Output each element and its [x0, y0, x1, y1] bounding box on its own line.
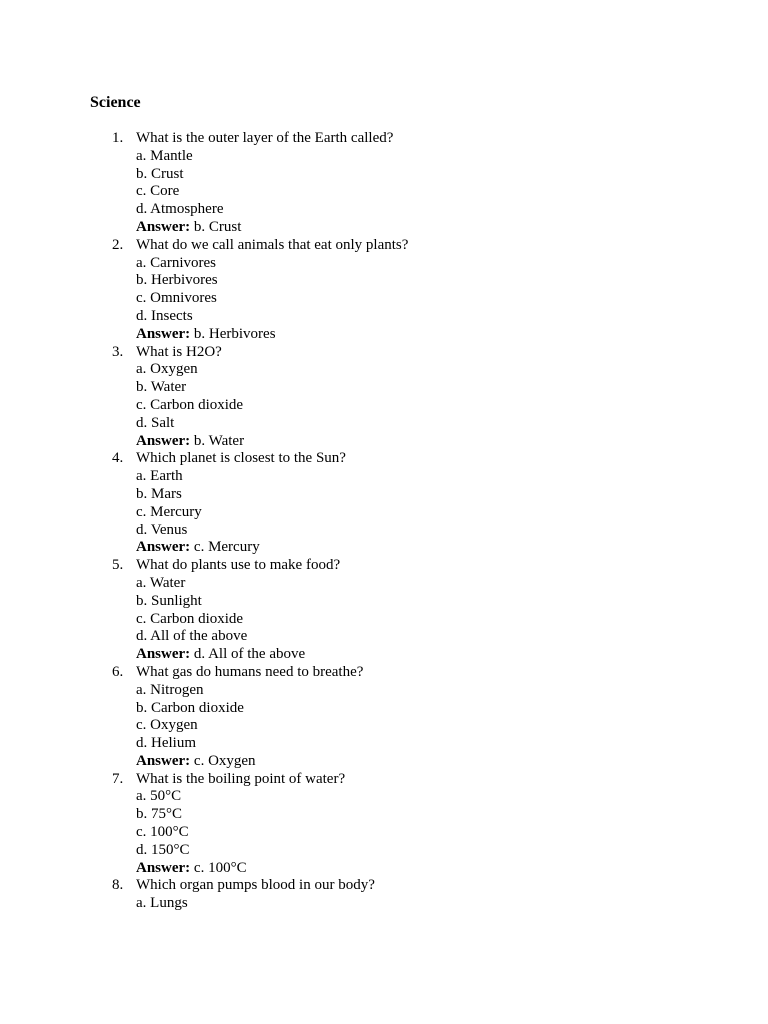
answer-label: Answer:	[136, 539, 191, 556]
question-item	[0, 344, 768, 451]
option-b: b. Carbon dioxide	[136, 699, 244, 716]
option-a: a. Water	[136, 574, 186, 591]
answer-value: c. 100°C	[193, 859, 247, 876]
option-d: d. 150°C	[136, 841, 190, 858]
option-d: d. Atmosphere	[136, 201, 224, 218]
option-c: c. 100°C	[136, 824, 189, 841]
option-b: b. Water	[136, 379, 187, 396]
question-number: 3.	[112, 343, 124, 360]
question-item	[0, 664, 768, 771]
option-b: b. Crust	[136, 165, 184, 182]
answer-label: Answer:	[136, 218, 191, 235]
answer-line	[136, 219, 768, 237]
answer-label: Answer:	[136, 325, 191, 342]
answer-label: Answer:	[136, 859, 191, 876]
question-item	[0, 771, 768, 878]
option-a: a. Oxygen	[136, 361, 198, 378]
question-number: 2.	[112, 236, 124, 253]
question-text: What do plants use to make food?	[136, 557, 341, 574]
answer-value: c. Mercury	[193, 539, 260, 556]
answer-line	[136, 433, 768, 451]
page-heading: Science	[90, 94, 141, 111]
answer-line	[136, 326, 768, 344]
option-b: b. Sunlight	[136, 592, 202, 609]
option-b: b. 75°C	[136, 806, 183, 823]
answer-label: Answer:	[136, 646, 191, 663]
option-d: d. Helium	[136, 735, 196, 752]
option-a: a. Carnivores	[136, 254, 216, 271]
question-number: 5.	[112, 557, 124, 574]
option-c: c. Carbon dioxide	[136, 610, 244, 627]
answer-value: d. All of the above	[193, 646, 306, 663]
option-d: d. Venus	[136, 521, 188, 538]
question-item	[0, 877, 768, 913]
option-a: a. Nitrogen	[136, 681, 204, 698]
question-number: 7.	[112, 770, 124, 787]
question-text: Which organ pumps blood in our body?	[136, 877, 375, 894]
answer-label: Answer:	[136, 432, 191, 449]
question-item	[0, 450, 768, 557]
answer-line	[136, 646, 768, 664]
option-b: b. Mars	[136, 485, 182, 502]
option-d: d. Salt	[136, 414, 175, 431]
answer-line	[136, 753, 768, 771]
question-number: 8.	[112, 877, 124, 894]
question-text: What gas do humans need to breathe?	[136, 663, 364, 680]
option-c: c. Oxygen	[136, 717, 198, 734]
question-text: What is the outer layer of the Earth called?	[136, 130, 394, 146]
option-c: c. Omnivores	[136, 290, 217, 307]
option-a: a. Lungs	[136, 895, 188, 912]
option-a: a. 50°C	[136, 788, 182, 805]
answer-value: b. Water	[193, 432, 245, 449]
question-item	[0, 557, 768, 664]
answer-line	[136, 539, 768, 557]
question-item	[0, 237, 768, 344]
answer-label: Answer:	[136, 752, 191, 769]
answer-value: b. Herbivores	[193, 325, 276, 342]
answer-line	[136, 860, 768, 878]
question-number: 4.	[112, 450, 124, 467]
question-text: What is H2O?	[136, 343, 222, 360]
question-number: 1.	[112, 130, 124, 146]
answer-value: b. Crust	[193, 218, 242, 235]
answer-value: c. Oxygen	[193, 752, 256, 769]
option-c: c. Mercury	[136, 503, 202, 520]
option-b: b. Herbivores	[136, 272, 218, 289]
option-d: d. Insects	[136, 307, 193, 324]
question-list	[0, 130, 768, 913]
question-text: Which planet is closest to the Sun?	[136, 450, 346, 467]
option-a: a. Mantle	[136, 147, 193, 164]
option-c: c. Carbon dioxide	[136, 396, 244, 413]
question-item	[0, 130, 768, 237]
option-c: c. Core	[136, 183, 180, 200]
question-number: 6.	[112, 663, 124, 680]
question-text: What is the boiling point of water?	[136, 770, 346, 787]
option-d: d. All of the above	[136, 628, 248, 645]
question-text: What do we call animals that eat only plants?	[136, 236, 409, 253]
option-a: a. Earth	[136, 468, 183, 485]
